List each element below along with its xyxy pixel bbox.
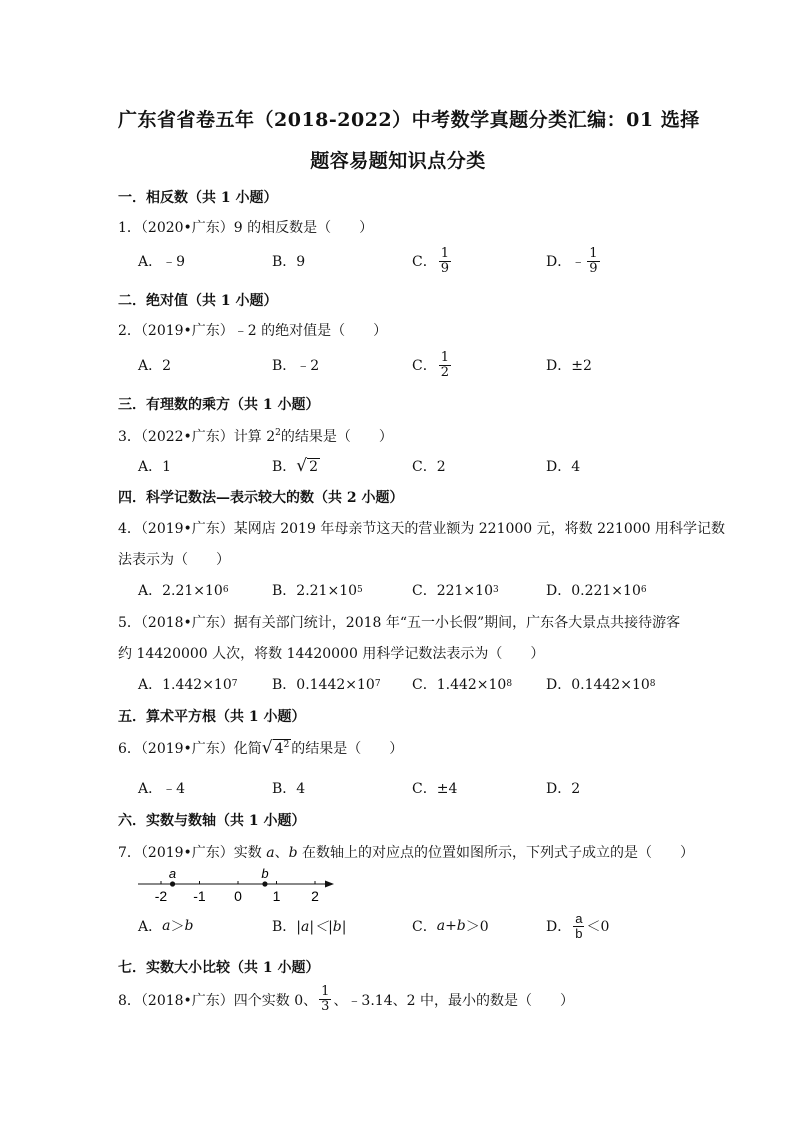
option-expression: b	[184, 918, 194, 934]
exponent: 7	[374, 679, 381, 689]
question-text-line-2: 法表示为（ ）	[118, 552, 230, 568]
option-c: C．±4	[412, 781, 458, 797]
fraction-numerator: 1	[321, 984, 330, 999]
option-c: C．2	[412, 459, 446, 475]
option-operator: ＞	[170, 919, 185, 935]
fraction	[439, 351, 451, 380]
option-d: D．2	[546, 781, 581, 797]
variable-b: b	[288, 845, 298, 861]
option-b	[272, 911, 346, 941]
option-a: A．1	[138, 459, 172, 475]
option-d: D．4	[546, 459, 581, 475]
option-a	[138, 669, 237, 699]
question-text	[118, 842, 694, 862]
exponent: 2	[283, 740, 290, 750]
exponent: 6	[640, 585, 647, 595]
exponent: 2	[275, 428, 281, 438]
fraction-numerator: 1	[440, 349, 449, 365]
question-text: 2．（2019•广东）﹣2 的绝对值是（ ）	[118, 323, 388, 339]
option-d	[546, 575, 647, 605]
fraction-denominator: b	[575, 925, 583, 941]
question-text-line-1: 4．（2019•广东）某网店 2019 年母亲节这天的营业额为 221000 元，将数 221000 用科学记数	[118, 521, 726, 537]
options-row	[138, 246, 698, 276]
exponent: 7	[231, 679, 238, 689]
option-prefix: C．	[412, 254, 437, 270]
question-text	[118, 426, 393, 446]
number-line-tick-label: -2	[154, 888, 168, 904]
question-text	[118, 738, 403, 758]
option-text: C．221×10	[412, 583, 493, 599]
options-row	[138, 350, 698, 380]
options-row	[138, 575, 698, 605]
section-heading: 四．科学记数法—表示较大的数（共 2 小题）	[118, 490, 404, 506]
question-text-after: 的结果是（ ）	[280, 429, 393, 445]
document-title-line-2: 题容易题知识点分类	[310, 150, 486, 172]
option-d	[546, 246, 602, 276]
option-b	[272, 575, 363, 605]
option-prefix: C．	[412, 358, 437, 374]
fraction	[319, 985, 331, 1014]
option-prefix: B．	[272, 459, 297, 475]
number-line-tick-label: 0	[234, 888, 242, 904]
number-line-point	[170, 881, 175, 886]
option-text: A．2.21×10	[138, 583, 223, 599]
variable-a: a	[266, 845, 275, 861]
number-line-point-label: b	[261, 866, 269, 881]
fraction-numerator: 1	[440, 245, 449, 261]
option-a: A．﹣9	[138, 254, 186, 270]
question-text	[118, 985, 574, 1014]
option-prefix: A．	[138, 919, 163, 935]
question-text: 1．（2020•广东）9 的相反数是（ ）	[118, 220, 374, 236]
section-heading: 五．算术平方根（共 1 小题）	[118, 709, 306, 725]
question-text-before: 6．（2019•广东）化简	[118, 741, 262, 757]
fraction-numerator: a	[575, 910, 583, 926]
option-prefix: C．	[412, 919, 437, 935]
fraction-denominator: 2	[440, 364, 449, 380]
option-c	[412, 350, 453, 380]
option-d: D．±2	[546, 358, 592, 374]
exponent: 3	[492, 585, 499, 595]
exponent: 8	[649, 679, 656, 689]
question-text-before: 8．（2018•广东）四个实数 0、	[118, 992, 318, 1009]
number-line-tick-label: 1	[272, 888, 281, 904]
exponent: 8	[506, 679, 513, 689]
fraction-denominator: 9	[589, 260, 598, 276]
fraction	[439, 247, 451, 276]
fraction	[587, 247, 599, 276]
question-text-line-1: 5．（2018•广东）据有关部门统计，2018 年“五一小长假”期间，广东各大景点共接待游客	[118, 615, 681, 631]
number-line-point-label: a	[168, 866, 177, 881]
number-line-arrow-icon	[325, 881, 334, 888]
option-c	[412, 575, 499, 605]
option-c	[412, 669, 512, 699]
options-row	[138, 773, 698, 803]
exponent: 6	[222, 585, 229, 595]
question-text-before: 7．（2019•广东）实数	[118, 845, 267, 861]
question-text-after: 在数轴上的对应点的位置如图所示，下列式子成立的是（ ）	[297, 845, 695, 861]
option-text: D．0.1442×10	[546, 677, 650, 693]
option-text: B．0.1442×10	[272, 677, 375, 693]
option-c	[412, 246, 453, 276]
section-heading: 二．绝对值（共 1 小题）	[118, 293, 278, 309]
number-line-point	[262, 881, 267, 886]
exponent: 5	[357, 585, 363, 595]
option-prefix: D．﹣	[546, 254, 586, 270]
option-text: D．0.221×10	[546, 583, 641, 599]
option-b	[272, 451, 320, 481]
section-heading: 六．实数与数轴（共 1 小题）	[118, 813, 306, 829]
option-expression: a	[162, 918, 171, 934]
fraction-denominator: 9	[440, 260, 449, 276]
sqrt-icon: √	[261, 738, 273, 758]
option-a	[138, 575, 229, 605]
option-d	[546, 911, 609, 941]
option-text: B．2.21×10	[272, 583, 358, 599]
option-c	[412, 911, 489, 941]
number-line	[138, 865, 338, 905]
options-row	[138, 669, 698, 699]
number-line-tick-label: 2	[311, 888, 319, 904]
option-text: A．1.442×10	[138, 677, 232, 693]
options-row	[138, 911, 698, 941]
option-b: B．9	[272, 254, 306, 270]
options-row	[138, 451, 698, 481]
section-heading: 三．有理数的乘方（共 1 小题）	[118, 397, 320, 413]
option-rest: ＜0	[586, 919, 610, 935]
sqrt-radicand	[273, 739, 292, 757]
option-b: B．﹣2	[272, 358, 320, 374]
question-text-after: 、﹣3.14、2 中，最小的数是（ ）	[333, 992, 574, 1009]
sqrt-radicand: 2	[309, 458, 319, 475]
option-a: A．﹣4	[138, 781, 186, 797]
number-line-tick-label: -1	[193, 888, 206, 904]
fraction-numerator: 1	[589, 245, 598, 261]
number-line-figure	[138, 865, 338, 909]
option-b: B．4	[272, 781, 306, 797]
option-prefix: B．	[272, 919, 297, 935]
section-heading: 一．相反数（共 1 小题）	[118, 190, 278, 206]
option-rest: ＞0	[465, 919, 489, 935]
sqrt-icon: √	[296, 456, 308, 476]
question-text-line-2: 约 14420000 人次，将数 14420000 用科学记数法表示为（ ）	[118, 646, 545, 662]
option-b	[272, 669, 381, 699]
sqrt-base: 4	[274, 741, 284, 757]
option-a	[138, 911, 193, 941]
question-text-after: 的结果是（ ）	[291, 741, 404, 757]
option-d	[546, 669, 656, 699]
option-expression: |a|＜|b|	[296, 919, 347, 935]
fraction-denominator: 3	[321, 999, 330, 1014]
fraction	[573, 912, 584, 941]
option-a: A．2	[138, 358, 172, 374]
document-title-line-1: 广东省省卷五年（2018-2022）中考数学真题分类汇编：01 选择	[118, 109, 700, 131]
section-heading: 七．实数大小比较（共 1 小题）	[118, 960, 320, 976]
question-text-before: 3．（2022•广东）计算 2	[118, 429, 276, 445]
option-expression: a+b	[436, 918, 466, 934]
separator: 、	[274, 845, 289, 861]
option-text: C．1.442×10	[412, 677, 507, 693]
option-prefix: D．	[546, 919, 572, 935]
